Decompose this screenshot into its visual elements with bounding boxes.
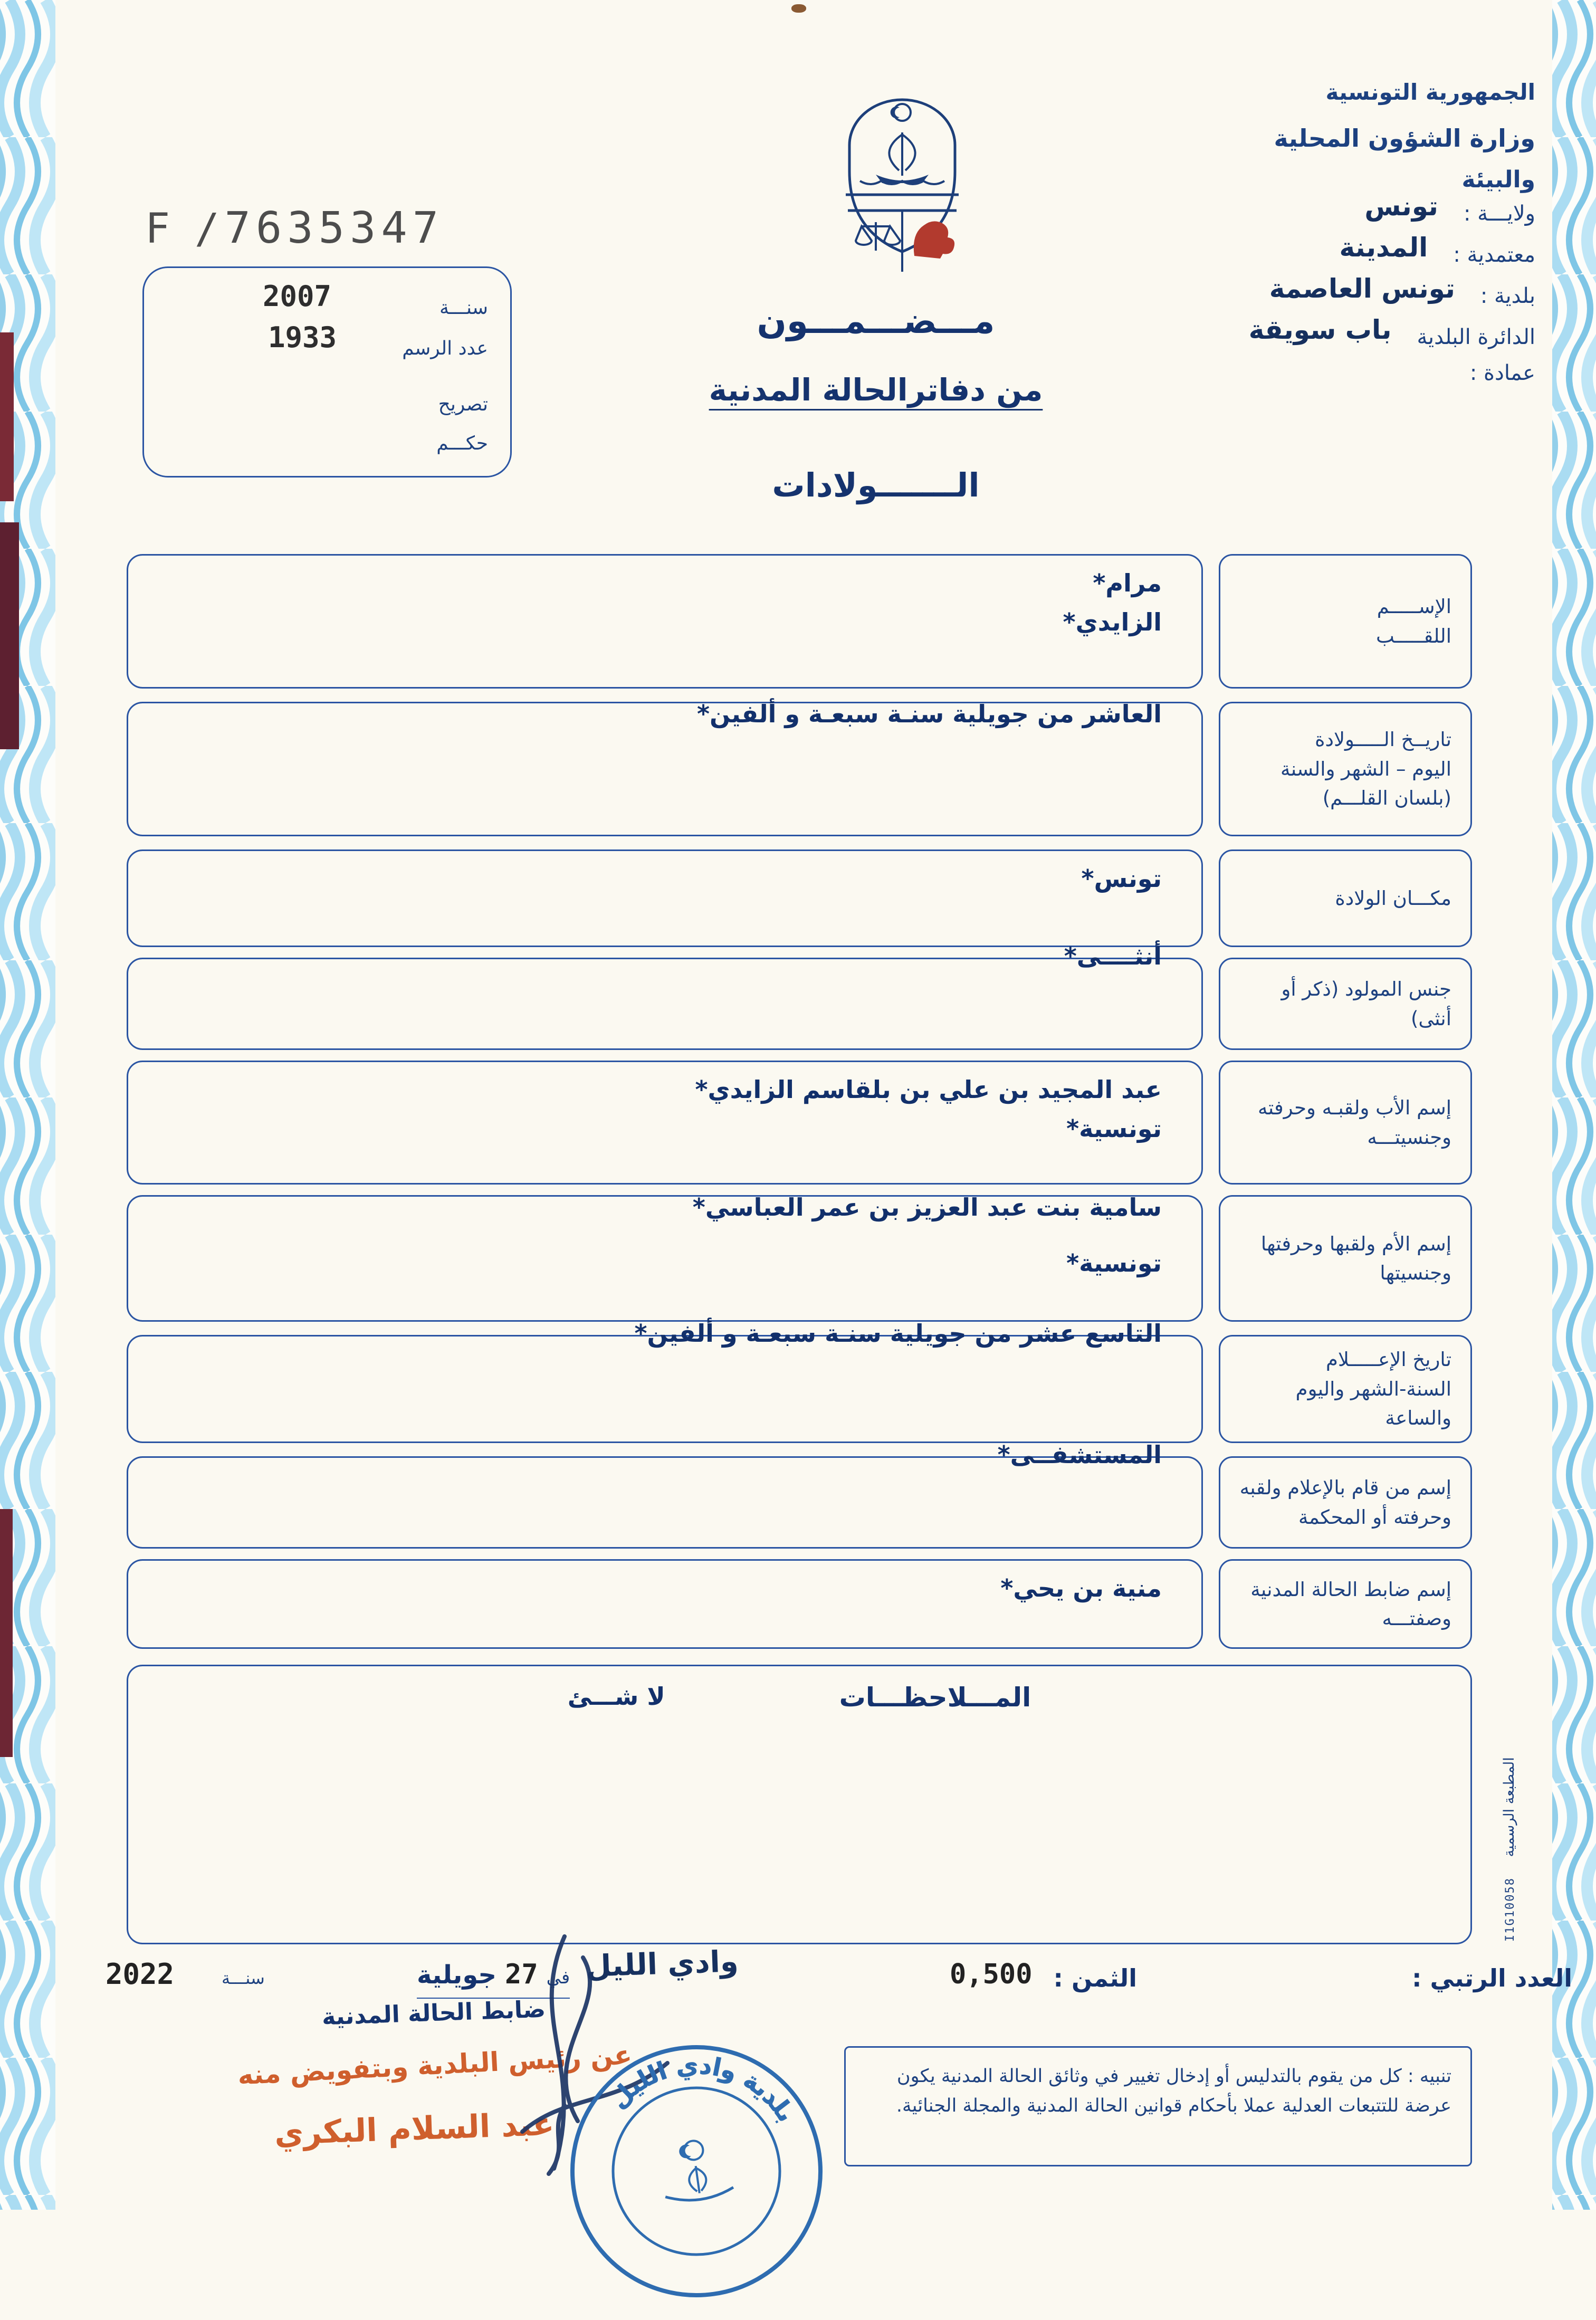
municipal-round-stamp (548, 2022, 846, 2320)
document-title-block (649, 301, 1103, 504)
field-label: جنس المولود (ذكر أو أنثى) (1281, 978, 1451, 1030)
handwritten-place: وادي الليل (585, 1944, 739, 1984)
field-label: ولايـــة : (1463, 202, 1535, 226)
field-value: باب سويقة (1248, 314, 1392, 345)
label-box (1219, 1061, 1472, 1185)
field-label: إسم ضابط الحالة المدنية (1250, 1578, 1451, 1601)
ministry-line1: وزارة الشؤون المحلية (1274, 124, 1535, 152)
title-line-3: الـــــــولادات (772, 466, 980, 504)
field-label: وحرفته أو المحكمة (1298, 1505, 1451, 1529)
label-box (1219, 1195, 1472, 1322)
form-row-father (0, 1061, 1596, 1185)
value-box (127, 1440, 1203, 1549)
round-stamp-text: بلدية وادي الليل (604, 2050, 801, 2127)
field-municipal-district (1034, 314, 1535, 350)
officer-title: ضابط الحالة المدنية (321, 1996, 546, 2031)
remarks-title: المـــلاحظـــات (839, 1682, 1031, 1713)
value-box (127, 554, 1203, 689)
field-label: اليوم – الشهر والسنة (1280, 757, 1451, 780)
issue-year-field (106, 1958, 265, 1991)
field-omda (1034, 361, 1535, 385)
birth-place-value: تونس* (1081, 864, 1162, 893)
registry-declaration-label: تصريح (438, 394, 488, 415)
father-name-value: عبد المجيد بن علي بن بلقاسم الزايدي* (695, 1075, 1162, 1104)
remarks-box (127, 1665, 1472, 1944)
title-line-1: مـــضـــمـــون (757, 301, 995, 341)
form-row-remarks (0, 1665, 1596, 1944)
value-box (127, 942, 1203, 1050)
given-name-value: مرام* (1093, 569, 1162, 597)
field-value: المدينة (1339, 232, 1428, 263)
field-label: وجنسيتـــه (1367, 1125, 1451, 1149)
value-box (127, 1559, 1203, 1649)
field-label: تاريــخ الـــــولادة (1315, 728, 1451, 751)
date-day: 27 (505, 1959, 538, 1990)
mother-name-value: سامية بنت عبد العزيز بن عمر العباسي* (692, 1193, 1162, 1221)
field-value: تونس (1364, 191, 1438, 222)
ordinal-number-label: العدد الرتبي : (1412, 1964, 1572, 1992)
price-value: 0,500 (950, 1959, 1033, 1990)
registry-act-number-value: 1933 (268, 321, 337, 354)
registry-reference-box (142, 266, 512, 478)
form-row-notification-date (0, 1319, 1596, 1443)
sex-value: أنثــــى* (1064, 942, 1162, 970)
field-delegation (1034, 232, 1535, 268)
field-label: الدائرة البلدية (1417, 325, 1535, 349)
declarant-value: المستشفــى* (997, 1440, 1162, 1469)
label-box (1219, 849, 1472, 947)
tunisia-coat-of-arms (831, 98, 973, 277)
mother-nationality-value: تونسية* (1066, 1248, 1162, 1277)
field-label: عمادة : (1469, 361, 1535, 385)
field-label: بلدية : (1480, 284, 1535, 308)
svg-text:بلدية وادي الليل (600, 2036, 803, 2150)
printer-mark-vertical (1501, 1757, 1517, 1942)
registry-year-value: 2007 (263, 280, 332, 313)
field-governorate (1034, 191, 1535, 227)
label-box (1219, 554, 1472, 689)
label-box (1219, 1456, 1472, 1549)
form-row-birth-place (0, 849, 1596, 947)
year-value: 2022 (106, 1958, 175, 1991)
date-month: جويلية (417, 1960, 497, 1990)
label-box (1219, 958, 1472, 1050)
signer-name-stamp: عبد السلام البكري (273, 2105, 555, 2153)
delegation-stamp-text: عن رئيس البلدية وبتفويض منه (236, 2039, 633, 2091)
document-serial-number (145, 203, 444, 253)
republic-title: الجمهورية التونسية (1325, 79, 1535, 105)
printer-name: المطبعة الرسمية (1501, 1757, 1517, 1857)
form-row-sex (0, 942, 1596, 1050)
form-row-civil-status-officer (0, 1559, 1596, 1649)
value-box (127, 1061, 1203, 1185)
field-label: السنة-الشهر واليوم والساعة (1295, 1377, 1451, 1430)
field-value: تونس العاصمة (1269, 273, 1455, 304)
title-line-2: من دفاترالحالة المدنية (709, 372, 1043, 408)
notification-date-value: التاسع عشر من جويلية سنـة سبعـة و ألفين* (634, 1319, 1162, 1348)
serial-digits: 7635347 (224, 203, 444, 253)
field-label: وجنسيتها (1380, 1262, 1451, 1284)
value-box (127, 702, 1203, 836)
registry-judgment-label: حكـــم (436, 433, 488, 454)
ministry-line2: والبيئة (1461, 166, 1535, 193)
form-row-declarant (0, 1440, 1596, 1549)
registry-year-label: سنـــة (439, 297, 488, 319)
legal-notice-box: تنبيه : كل من يقوم بالتدليس أو إدخال تغيير في وثائق الحالة المدنية يكون عرضة للتتبعات العدلية عملا بأحكام قوانين الحالة المدنية والمجلة الجنائية. (844, 2046, 1472, 2166)
label-box (1219, 702, 1472, 836)
officer-name-value: منية بن يحي* (1000, 1574, 1162, 1602)
label-box (1219, 1559, 1472, 1649)
field-label: إسم الأب ولقبـه وحرفته (1258, 1096, 1451, 1119)
field-label: اللقـــــب (1375, 624, 1451, 647)
field-label: تاريخ الإعـــــلام (1325, 1348, 1451, 1371)
value-box (127, 1195, 1203, 1322)
remarks-value: لا شـــئ (567, 1682, 665, 1711)
birth-date-value: العاشر من جويلية سنـة سبعـة و ألفين* (696, 700, 1162, 728)
label-box (1219, 1335, 1472, 1443)
field-label: معتمدية : (1453, 243, 1535, 267)
surname-value: الزايدي* (1063, 607, 1162, 636)
value-box (127, 849, 1203, 947)
registry-act-number-label: عدد الرسم (402, 338, 488, 359)
field-label: إسم من قام بالإعلام ولقبه (1239, 1476, 1451, 1499)
form-row-mother (0, 1195, 1596, 1322)
scan-artifact (791, 4, 806, 13)
year-word: سنـــة (222, 1968, 265, 1988)
field-label: مكـــان الولادة (1335, 886, 1451, 910)
printer-code: I1G10058 (1504, 1877, 1517, 1942)
field-municipality (1034, 273, 1535, 309)
field-label: وصفتـــه (1382, 1607, 1451, 1630)
form-row-name-surname (0, 554, 1596, 689)
date-prefix: في (546, 1967, 570, 1988)
scan-edge-fragment (0, 332, 14, 501)
field-label: (بلسان القلـــم) (1322, 787, 1451, 810)
father-nationality-value: تونسية* (1066, 1114, 1162, 1143)
header-authority (1034, 79, 1535, 396)
value-box (127, 1319, 1203, 1443)
price-label: الثمن : (1053, 1964, 1138, 1992)
field-label: الإســـــم (1377, 595, 1451, 618)
form-row-birth-date (0, 702, 1596, 836)
price-field (950, 1959, 1138, 1993)
serial-prefix: F / (145, 205, 219, 253)
field-label: إسم الأم ولقبها وحرفتها (1260, 1232, 1451, 1255)
